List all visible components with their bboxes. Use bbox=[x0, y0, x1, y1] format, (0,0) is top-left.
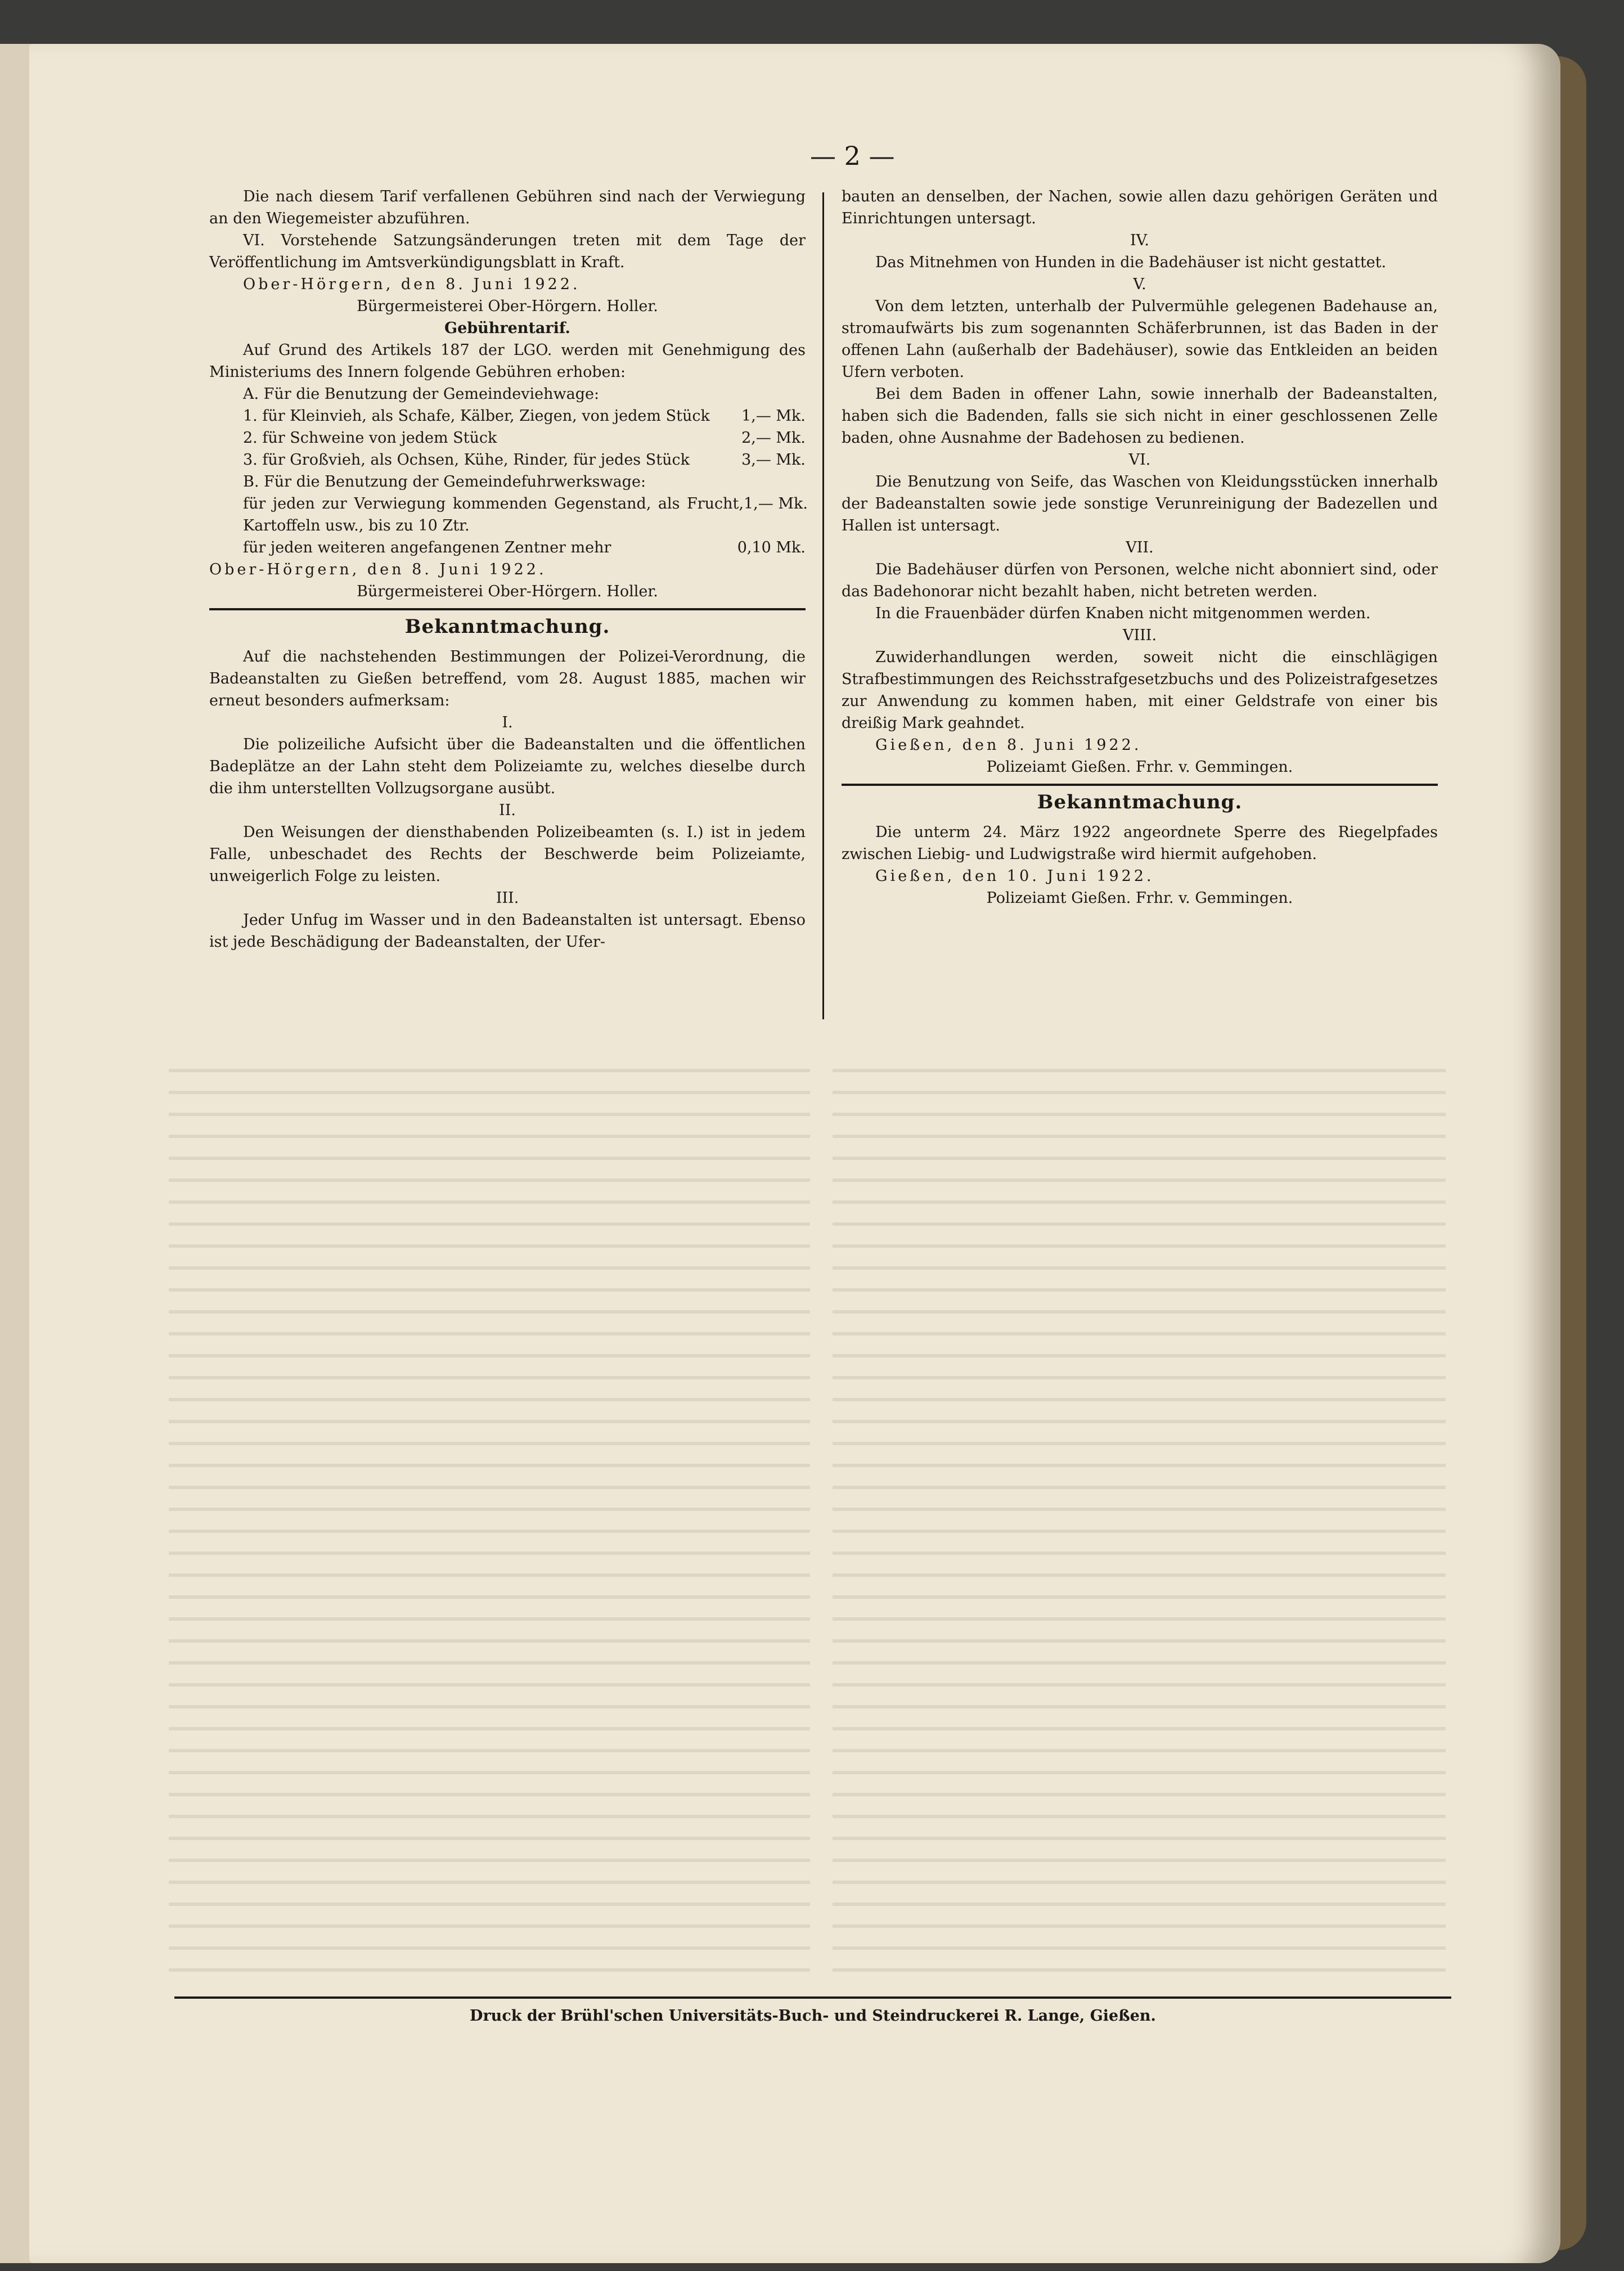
signature: Bürgermeisterei Ober-Hörgern. Holler. bbox=[357, 298, 658, 315]
left-column bbox=[209, 186, 806, 953]
paragraph: Die polizeiliche Aufsicht über die Badeanstalten und die öffentlichen Badeplätze an der Lahn steht dem Polizeiamte zu, welches dieselbe durch die ihm unterstellten Vollzugsorgane ausübt. bbox=[209, 736, 806, 797]
paragraph: Von dem letzten, unterhalb der Pulvermühle gelegenen Badehause an, stromaufwärts bis zum sogenannten Schäferbrunnen, ist das Baden in der offenen Lahn (außerhalb der Badehäuser), sowie das Entkleiden an beiden Ufern verboten. bbox=[842, 298, 1438, 381]
paragraph: Auf die nachstehenden Bestimmungen der Polizei-Verordnung, die Badeanstalten zu Gießen betreffend, vom 28. August 1885, machen wir erneut besonders aufmerksam: bbox=[209, 648, 806, 709]
section-number: IV. bbox=[1130, 232, 1150, 249]
tariff-subhead: B. Für die Benutzung der Gemeindefuhrwerkswage: bbox=[243, 473, 646, 491]
signature: Polizeiamt Gießen. Frhr. v. Gemmingen. bbox=[986, 758, 1293, 776]
signature: Polizeiamt Gießen. Frhr. v. Gemmingen. bbox=[986, 889, 1293, 907]
section-number: II. bbox=[499, 802, 516, 819]
section-rule bbox=[209, 608, 806, 610]
paragraph: Bei dem Baden in offener Lahn, sowie innerhalb der Badeanstalten, haben sich die Badenden, falls sie sich nicht in einer geschlossenen Zelle baden, ohne Ausnahme der Badehosen zu bedienen. bbox=[842, 385, 1438, 447]
section-number: I. bbox=[502, 714, 513, 731]
section-number: VII. bbox=[1126, 539, 1154, 556]
fee-row bbox=[209, 427, 806, 449]
column-divider bbox=[822, 192, 824, 1019]
fee-row bbox=[209, 449, 806, 471]
footer-rule bbox=[174, 1996, 1451, 1999]
paragraph: Zuwiderhandlungen werden, soweit nicht die einschlägigen Strafbestimmungen des Reichsstrafgesetzbuchs und des Polizeistrafgesetzes zur Anwendung zu kommen haben, mit einer Geldstrafe von einer bis dreißig Mark geahndet. bbox=[842, 649, 1438, 732]
fee-row bbox=[209, 493, 806, 537]
fee-amount: 1,— Mk. bbox=[741, 407, 806, 425]
paragraph: Das Mitnehmen von Hunden in die Badehäuser ist nicht gestattet. bbox=[875, 254, 1387, 271]
fee-label: 1. für Kleinvieh, als Schafe, Kälber, Ziegen, von jedem Stück bbox=[243, 407, 710, 425]
paragraph: Die unterm 24. März 1922 angeordnete Sperre des Riegelpfades zwischen Liebig- und Ludwigstraße wird hiermit aufgehoben. bbox=[842, 824, 1438, 863]
paragraph: Jeder Unfug im Wasser und in den Badeanstalten ist untersagt. Ebenso ist jede Beschädigung der Badeanstalten, der Ufer- bbox=[209, 911, 806, 951]
fee-row bbox=[209, 537, 806, 559]
tariff-subhead: A. Für die Benutzung der Gemeindeviehwage: bbox=[243, 385, 600, 403]
text-line: VI. Vorstehende Satzungsänderungen treten mit dem Tage der Veröffentlichung im Amtsverkündigungsblatt in Kraft. bbox=[209, 232, 806, 271]
signature: Bürgermeisterei Ober-Hörgern. Holler. bbox=[357, 583, 658, 600]
date-line: Ober-Hörgern, den 8. Juni 1922. bbox=[243, 276, 581, 293]
paragraph: Die Benutzung von Seife, das Waschen von Kleidungsstücken innerhalb der Badeanstalten sowie jede sonstige Verunreinigung der Badezellen und Hallen ist untersagt. bbox=[842, 473, 1438, 534]
section-title: Gebührentarif. bbox=[444, 320, 570, 337]
text-line: Die nach diesem Tarif verfallenen Gebühren sind nach der Verwiegung an den Wiegemeister abzuführen. bbox=[209, 188, 806, 227]
date-line: Gießen, den 8. Juni 1922. bbox=[875, 736, 1142, 754]
date-line: Gießen, den 10. Juni 1922. bbox=[875, 867, 1154, 885]
fee-label: 2. für Schweine von jedem Stück bbox=[243, 429, 497, 447]
page-number: — 2 — bbox=[810, 141, 895, 171]
paragraph: Den Weisungen der diensthabenden Polizeibeamten (s. I.) ist in jedem Falle, unbeschadet des Rechts der Beschwerde beim Polizeiamte, unweigerlich Folge zu leisten. bbox=[209, 824, 806, 885]
notice-title: Bekanntmachung. bbox=[404, 615, 610, 638]
paragraph: Auf Grund des Artikels 187 der LGO. werden mit Genehmigung des Ministeriums des Innern folgende Gebühren erhoben: bbox=[209, 341, 806, 381]
printer-imprint: Druck der Brühl'schen Universitäts-Buch- und Steindruckerei R. Lange, Gießen. bbox=[470, 2007, 1156, 2025]
bleed-through-left bbox=[169, 1069, 810, 1980]
paragraph: In die Frauenbäder dürfen Knaben nicht mitgenommen werden. bbox=[875, 605, 1371, 622]
bleed-through-right bbox=[833, 1069, 1446, 1980]
section-number: VIII. bbox=[1122, 627, 1157, 644]
fee-amount: 0,10 Mk. bbox=[737, 539, 806, 556]
fee-row bbox=[209, 405, 806, 427]
fee-amount: 1,— Mk. bbox=[744, 495, 808, 512]
section-rule bbox=[842, 784, 1438, 786]
section-number: VI. bbox=[1128, 451, 1151, 469]
fee-label: für jeden weiteren angefangenen Zentner mehr bbox=[243, 539, 611, 556]
paragraph: bauten an denselben, der Nachen, sowie allen dazu gehörigen Geräten und Einrichtungen untersagt. bbox=[842, 188, 1438, 227]
notice-title: Bekanntmachung. bbox=[1037, 791, 1243, 813]
right-column bbox=[842, 186, 1438, 909]
fee-amount: 3,— Mk. bbox=[741, 451, 806, 469]
fee-amount: 2,— Mk. bbox=[741, 429, 806, 447]
fee-label: für jeden zur Verwiegung kommenden Gegenstand, als Frucht, Kartoffeln usw., bis zu 10 Ztr. bbox=[243, 495, 744, 534]
section-number: V. bbox=[1133, 276, 1146, 293]
date-line: Ober-Hörgern, den 8. Juni 1922. bbox=[209, 561, 547, 578]
paragraph: Die Badehäuser dürfen von Personen, welche nicht abonniert sind, oder das Badehonorar nicht bezahlt haben, nicht betreten werden. bbox=[842, 561, 1438, 600]
fee-label: 3. für Großvieh, als Ochsen, Kühe, Rinder, für jedes Stück bbox=[243, 451, 690, 469]
section-number: III. bbox=[496, 889, 519, 907]
